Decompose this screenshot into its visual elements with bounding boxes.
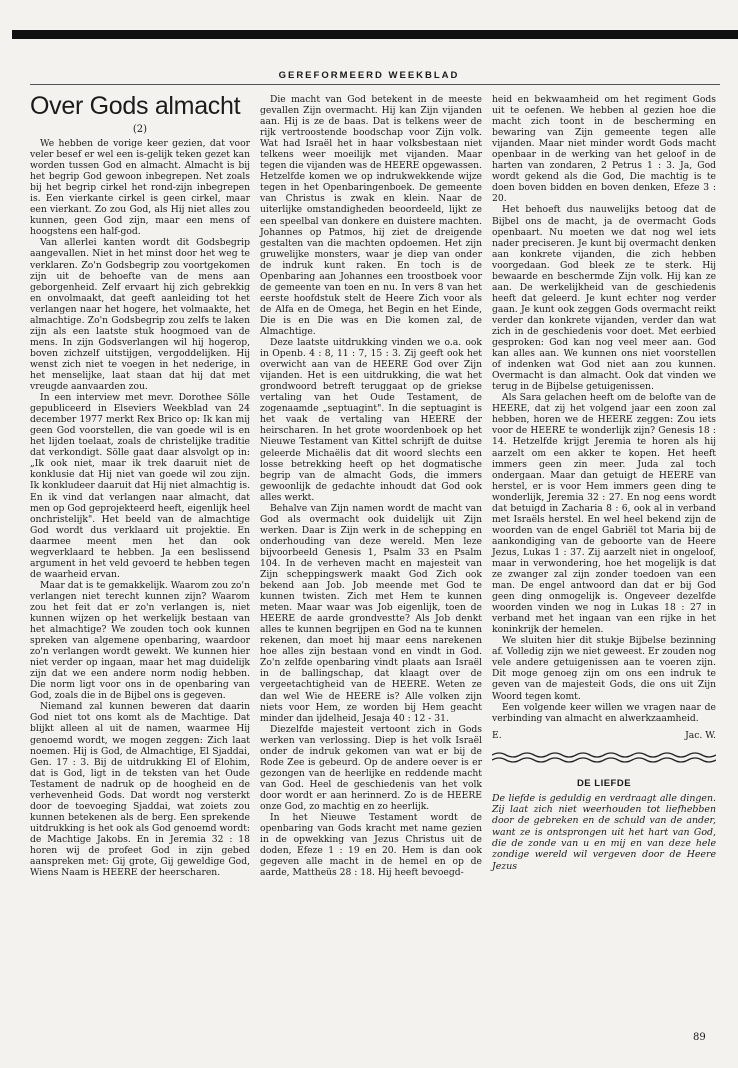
paragraph: In het Nieuwe Testament wordt de openbaring van Gods kracht met name gezien in de opwekking van Jezus Christus uit de doden, Efeze 1 : 19 en 20. Hem is dan ook gegeven alle macht in de hemel en op de aarde, Mattheüs 28 : 18. Hij heeft bevoegd- [260, 812, 482, 879]
box-title: DE LIEFDE [576, 777, 632, 789]
wave-divider [492, 751, 716, 763]
paragraph: heid en bekwaamheid om het regiment Gods uit te oefenen. We hebben al gezien hoe die macht zich toont in de bescherming en bewaring van Zijn gemeente tegen alle vijanden. Maar niet minder wordt Gods macht openbaar in de werking van het geloof in de harten van zondaren, 2 Petrus 1 : 3. Ja, God wordt gekend als die God, Die machtig is te doen boven bidden en boven denken, Efeze 3 : 20. [492, 94, 716, 205]
column-3 [492, 94, 716, 872]
paragraph: We sluiten hier dit stukje Bijbelse bezinning af. Volledig zijn we niet geweest. Er zouden nog vele andere getuigenissen aan te voeren zijn. Dit moge genoeg zijn om ons een indruk te geven van de majesteit Gods, die ons uit Zijn Woord tegen komt. [492, 635, 716, 702]
signature-line [492, 730, 716, 741]
paragraph: Die macht van God betekent in de meeste gevallen Zijn overmacht. Hij kan Zijn vijanden aan. Hij is ze de baas. Dat is telkens weer de rijk vertroostende boodschap voor Zijn volk. Wat had Israël het in haar volksbestaan niet telkens weer moeilijk met vijanden. Maar tegen die vijanden was de HEERE opgewassen. Hetzelfde komen we op indrukwekkende wijze tegen in het Openbaringenboek. De gemeente van Christus is zwak en klein. Naar de uiterlijke omstandigheden beoordeeld, lijkt ze een speelbal van donkere en duistere machten. Johannes op Patmos, hij ziet de dreigende gestalten van die machten opdoemen. Het zijn gruwelijke monsters, waar je diep van onder de indruk kunt raken. En toch is de Openbaring aan Johannes een troostboek voor de gemeente van toen en nu. In vers 8 van het eerste hoofdstuk stelt de Heere Zich voor als de Alfa en de Omega, het Begin en het Einde, Die is en Die was en Die komen zal, de Almachtige. [260, 94, 482, 337]
top-black-bar [12, 30, 738, 39]
paragraph: We hebben de vorige keer gezien, dat voor veler besef er wel een is-gelijk teken gezet kan worden tussen God en almacht. Almacht is bij het begrip God gewoon inbegrepen. Net zoals bij het begrip cirkel het rond-zijn inbegrepen is. Een vierkante cirkel is geen cirkel, maar een vierkant. Zo zou God, als Hij niet alles zou kunnen, geen God zijn, maar een mens of hoogstens een half-god. [30, 138, 250, 238]
paragraph: Het behoeft dus nauwelijks betoog dat de Bijbel ons de macht, ja de overmacht Gods openbaart. Nu moeten we dat nog wel iets nader preciseren. Je kunt bij overmacht denken aan konkrete vijanden, die zich hebben voorgedaan. God bleek ze te sterk. Hij bewaarde en beschermde Zijn volk. Hij kan ze aan. De werkelijkheid van de geschiedenis heeft dat geleerd. Je kunt echter nog verder gaan. Je kunt ook zeggen Gods overmacht reikt verder dan konkrete vijanden, verder dan wat zich in de geschiedenis voor doet. Met eerbied gesproken: God kan nog veel meer aan. God kan alles aan. We kunnen ons niet voorstellen of indenken wat God niet aan zou kunnen. Overmacht is dan almacht. Ook dat vinden we terug in de Bijbelse getuigenissen. [492, 204, 716, 393]
signature-left: E. [492, 729, 502, 741]
paragraph: Van allerlei kanten wordt dit Godsbegrip aangevallen. Niet in het minst door het weg te verklaren. Zo'n Godsbegrip zou voortgekomen zijn uit de behoefte van de mens aan geborgenheid. Zelf ervaart hij zich gebrekkig en onvolmaakt, dat geeft aanleiding tot het verlangen naar het hogere, het volmaakte, het almachtige. Zo'n Godsbegrip zou zelfs te laken zijn als een laatste stuk hoogmoed van de mens. In zijn Godsverlangen wil hij hogerop, boven zichzelf uitstijgen, vergoddelijken. Hij wenst zich niet te voegen in het nederige, in het menselijke, laat staan dat hij dat met vreugde aanvaarden zou. [30, 237, 250, 393]
paragraph: Niemand zal kunnen beweren dat daarin God niet tot ons komt als de Machtige. Dat blijkt alleen al uit de namen, waarmee Hij genoemd wordt, we mogen zeggen: Zich laat noemen. Hij is God, de Almachtige, El Sjaddai, Gen. 17 : 3. Bij de uitdrukking El of Elohim, dat is God, ligt in de teksten van het Oude Testament de nadruk op de hoogheid en de verhevenheid Gods. Dat wordt nog versterkt door de toevoeging Sjaddai, wat zoiets zou kunnen betekenen als de berg. Een sprekende uitdrukking is het ook als God genoemd wordt: de Machtige Jakobs. En in Jeremia 32 : 18 horen wij de profeet God in zijn gebed aanspreken met: Gij grote, Gij geweldige God, Wiens Naam is HEERE der heerscharen. [30, 701, 250, 879]
paragraph: Maar dat is te gemakkelijk. Waarom zou zo'n verlangen niet terecht kunnen zijn? Waarom zou het feit dat er zo'n verlangen is, niet kunnen wijzen op het werkelijk bestaan van het almachtige? We zouden toch ook kunnen spreken van algemene openbaring, waardoor zo'n verlangen wordt gewekt. We kunnen hier niet verder op ingaan, maar het mag duidelijk zijn dat we een andere norm nodig hebben. Die norm ligt voor ons in de openbaring van God, zoals die in de Bijbel ons is gegeven. [30, 579, 250, 702]
paragraph: Als Sara gelachen heeft om de belofte van de HEERE, dat zij het volgend jaar een zoon zal hebben, horen we de HEERE zeggen: Zou iets voor de HEERE te wonderlijk zijn? Genesis 18 : 14. Hetzelfde krijgt Jeremia te horen als hij aarzelt om een akker te kopen. Het heeft immers geen zin meer. Juda zal toch ondergaan. Maar dan getuigt de HEERE van herstel, er is voor Hem immers geen ding te wonderlijk, Jeremia 32 : 27. En nog eens wordt dat betuigd in Zacharia 8 : 6, ook al in verband met Israëls herstel. En wel heel bekend zijn de woorden van de engel Gabriël tot Maria bij de aankondiging van de geboorte van de Heere Jezus, Lukas 1 : 37. Zij aarzelt niet in ongeloof, maar in verwondering, hoe het mogelijk is dat ze zwanger zal zijn zonder toedoen van een man. De engel antwoord dan dat er bij God geen ding onmogelijk is. Ongeveer dezelfde woorden vinden we nog in Lukas 18 : 27 in verband met het ingaan van een rijke in het koninkrijk der hemelen. [492, 392, 716, 636]
paragraph: Een volgende keer willen we vragen naar de verbinding van almacht en alwerkzaamheid. [492, 701, 716, 724]
paragraph: In een interview met mevr. Dorothee Sölle gepubliceerd in Elseviers Weekblad van 24 december 1977 merkt Rex Brico op: Ik kan mij geen God voorstellen, die van goede wil is en het lijden toelaat, zoals de christelijke traditie dat verkondigt. Sölle gaat daar alsvolgt op in: „Ik ook niet, maar ik trek daaruit niet de konklusie dat Hij niet van goede wil zou zijn. Ik konkludeer daaruit dat Hij niet almachtig is. En ik vind dat verlangen naar almacht, dat men op God geprojekteerd heeft, eigenlijk heel onchristelijk". Het beeld van de almachtige God wordt dus verklaard uit projektie. En daarmee meent men het dan ook wegverklaard te hebben. Ja een beslissend argument in het veld gevoerd te hebben tegen de waarheid ervan. [30, 392, 251, 580]
article-title: Over Gods almacht [30, 92, 241, 120]
journal-header: GEREFORMEERD WEEKBLAD [278, 70, 460, 81]
article-part-number: (2) [132, 124, 148, 135]
paragraph: Diezelfde majesteit vertoont zich in Gods werken van verlossing. Diep is het volk Israël onder de indruk gekomen van wat er bij de Rode Zee is gebeurd. Op de andere oever is er gezongen van de heerlijke en reddende macht van God. Heel de geschiedenis van het volk door wordt er aan herinnerd. Zo is de HEERE onze God, zo machtig en zo heerlijk. [260, 723, 482, 812]
paragraph: Behalve van Zijn namen wordt de macht van God als overmacht ook duidelijk uit Zijn werken. Daar is Zijn werk in de schepping en onderhouding van deze wereld. Men leze bijvoorbeeld Genesis 1, Psalm 33 en Psalm 104. In de verheven macht en majesteit van Zijn scheppingswerk maakt God Zich ook bekend aan Job. Job meende met God te kunnen twisten. Zich met Hem te kunnen meten. Maar waar was Job eigenlijk, toen de HEERE de aarde grondvestte? Als Job denkt alles te kunnen begrijpen en God na te kunnen rekenen, dan moet hij maar eens narekenen hoe alles zijn bestaan vond en vindt in God. Zo'n zelfde openbaring vindt plaats aan Israël in de ballingschap, dat klaagt over de vergeetachtigheid van de HEERE. Weten ze dan wel Wie de HEERE is? Alle volken zijn niets voor Hem, ze worden bij Hem geacht minder dan ijdelheid, Jesaja 40 : 12 - 31. [260, 502, 482, 724]
paragraph: Deze laatste uitdrukking vinden we o.a. ook in Openb. 4 : 8, 11 : 7, 15 : 3. Zij geeft ook het overwicht aan van de HEERE God over Zijn vijanden. Het is een uitdrukking, die wat het grondwoord betreft teruggaat op de griekse vertaling van het Oude Testament, de zogenaamde „septuagint". In die septuagint is het vaak de vertaling van HEERE der heirscharen. In het grote woordenboek op het Nieuwe Testament van Kittel schrijft de duitse geleerde Michaëlis dat dit woord slechts een losse betrekking heeft op het dogmatische begrip van de almacht Gods, die immers gewoonlijk de gedachte inhoudt dat God ook alles werkt. [260, 337, 482, 503]
page-number: 89 [693, 1032, 706, 1043]
column-1 [30, 92, 250, 878]
box-text: De liefde is geduldig en verdraagt alle dingen. Zij laat zich niet weerhouden tot liefhebben door de gebreken en de schuld van de ander, want ze is ontsprongen uit het hart van God, die de zonde van u en mij en van deze hele zondige wereld wil vergeven door de Heere Jezus [492, 792, 716, 872]
signature-right: Jac. W. [685, 729, 716, 741]
header-rule [30, 84, 720, 85]
column-2 [260, 94, 482, 878]
